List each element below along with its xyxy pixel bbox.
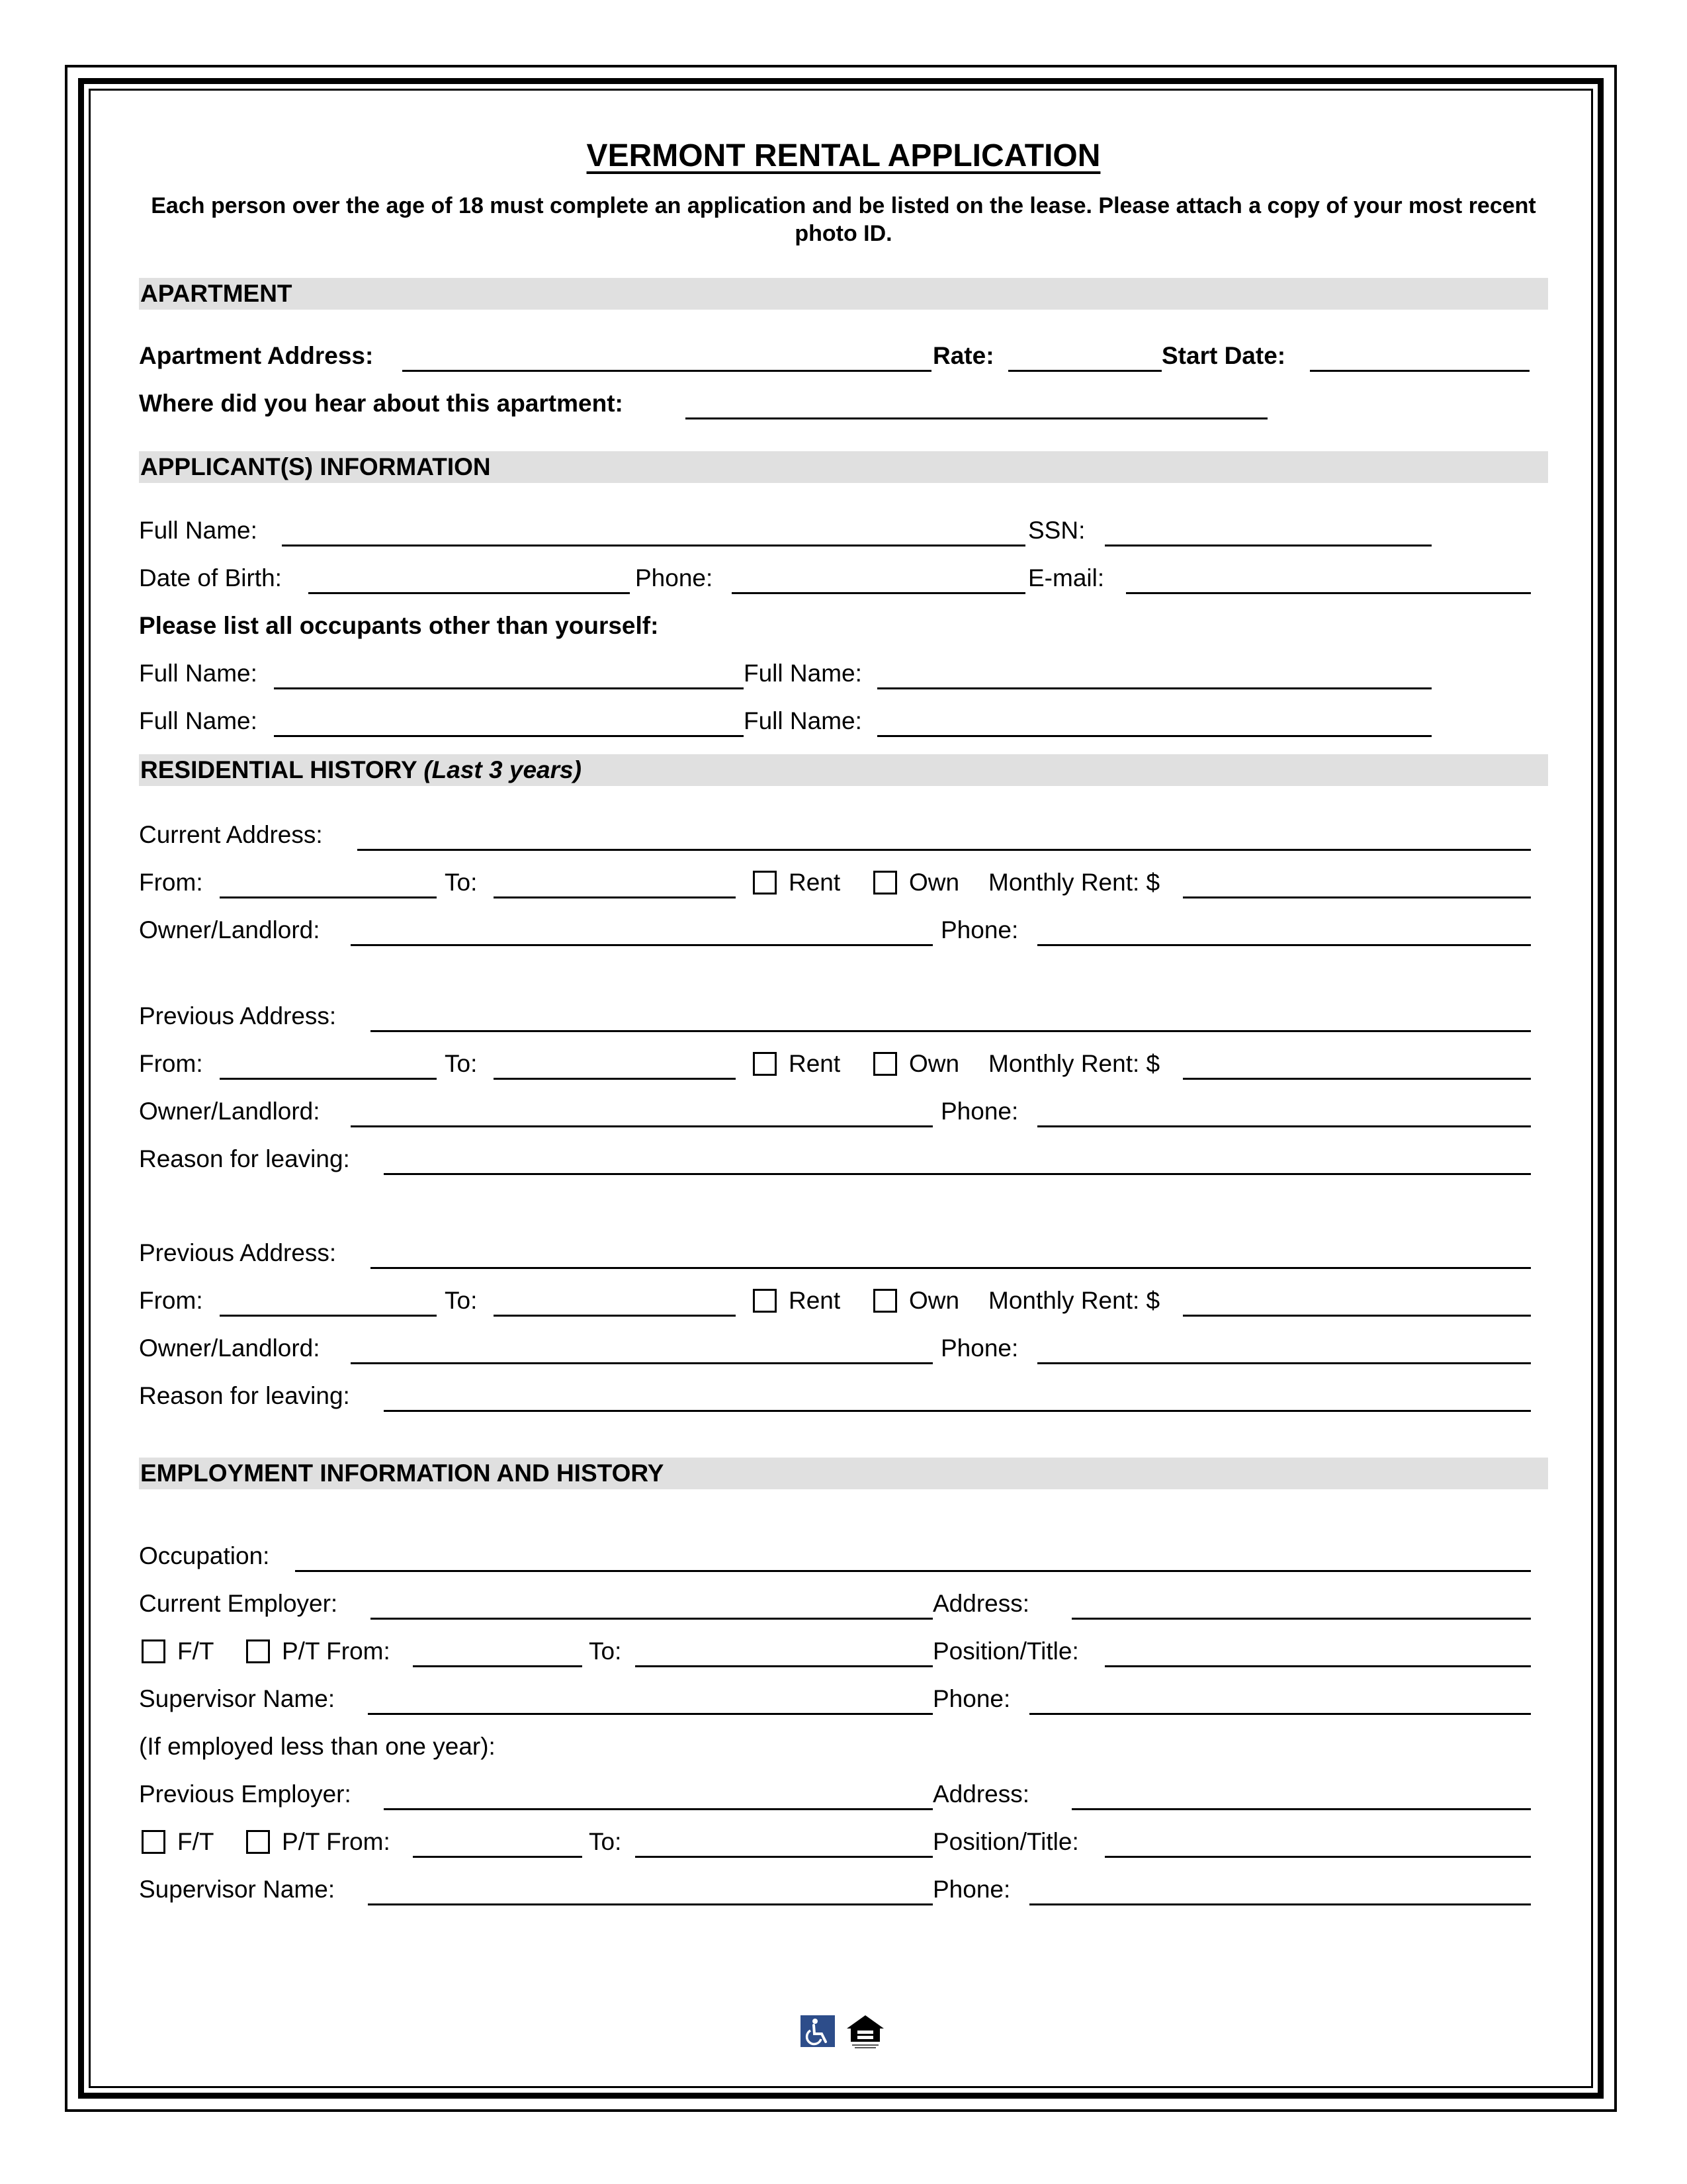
reason-label: Reason for leaving: — [139, 1145, 350, 1172]
current-employer-row — [139, 1583, 1548, 1622]
previous-supervisor-phone-field[interactable] — [1029, 1903, 1531, 1905]
previous-address-row-1 — [139, 995, 1548, 1035]
previous-owner-field-1[interactable] — [351, 1125, 933, 1127]
current-owner-field[interactable] — [351, 944, 933, 946]
previous-to-field-1[interactable] — [494, 1078, 736, 1080]
previous-address-field-2[interactable] — [370, 1267, 1531, 1269]
rate-label: Rate: — [933, 342, 994, 369]
reason-row-1 — [139, 1138, 1548, 1178]
full-name-label: Full Name: — [139, 517, 257, 544]
reason-row-2 — [139, 1375, 1548, 1415]
owner-phone-label: Phone: — [941, 1334, 1019, 1362]
less-than-year-row — [139, 1725, 1548, 1765]
current-owner-row — [139, 909, 1548, 949]
email-field[interactable] — [1126, 592, 1531, 594]
occupation-label: Occupation: — [139, 1542, 270, 1569]
current-employer-address-field[interactable] — [1072, 1618, 1531, 1620]
current-dates-row — [139, 861, 1548, 901]
previous-own-checkbox-2[interactable] — [873, 1289, 897, 1313]
ssn-label: SSN: — [1028, 517, 1086, 544]
previous-position-field[interactable] — [1105, 1856, 1531, 1858]
employer-address-label: Address: — [933, 1780, 1030, 1808]
previous-owner-field-2[interactable] — [351, 1362, 933, 1364]
occupant-name-label: Full Name: — [744, 707, 862, 734]
previous-employer-label: Previous Employer: — [139, 1780, 351, 1808]
apartment-row-1 — [139, 335, 1548, 374]
equal-housing-icon — [844, 2013, 887, 2050]
occupant-name-label: Full Name: — [744, 660, 862, 687]
section-apartment: APARTMENT — [139, 278, 1548, 310]
residential-title: RESIDENTIAL HISTORY — [140, 756, 417, 783]
accessibility-icon — [800, 2015, 835, 2047]
pt-from-label: P/T From: — [282, 1828, 390, 1855]
occupants-heading-row — [139, 605, 1548, 644]
own-label: Own — [909, 1050, 960, 1077]
current-address-label: Current Address: — [139, 821, 323, 848]
current-supervisor-row — [139, 1678, 1548, 1718]
ft-label: F/T — [177, 1828, 214, 1855]
apartment-address-label: Apartment Address: — [139, 342, 374, 369]
occupant-name-label: Full Name: — [139, 660, 257, 687]
previous-pt-checkbox[interactable] — [246, 1830, 270, 1854]
previous-rent-checkbox-1[interactable] — [753, 1052, 777, 1076]
supervisor-phone-label: Phone: — [933, 1685, 1011, 1712]
previous-owner-row-1 — [139, 1090, 1548, 1130]
apartment-row-2 — [139, 382, 1548, 422]
applicant-phone-label: Phone: — [635, 564, 713, 591]
current-owner-phone-field[interactable] — [1037, 944, 1531, 946]
previous-to-field-2[interactable] — [494, 1315, 736, 1317]
occupants-row-2 — [139, 700, 1548, 740]
from-label: From: — [139, 869, 203, 896]
owner-phone-label: Phone: — [941, 1098, 1019, 1125]
hear-about-field[interactable] — [685, 417, 1268, 419]
owner-label: Owner/Landlord: — [139, 1098, 320, 1125]
previous-supervisor-row — [139, 1868, 1548, 1908]
previous-employer-address-field[interactable] — [1072, 1808, 1531, 1810]
apartment-address-field[interactable] — [402, 370, 931, 372]
previous-employment-type-row — [139, 1821, 1548, 1860]
previous-from-field-1[interactable] — [220, 1078, 437, 1080]
employment-to-label: To: — [589, 1638, 622, 1665]
previous-ft-checkbox[interactable] — [142, 1830, 165, 1854]
reason-field-2[interactable] — [384, 1410, 1531, 1412]
current-supervisor-field[interactable] — [368, 1713, 933, 1715]
ft-label: F/T — [177, 1638, 214, 1665]
rate-field[interactable] — [1008, 370, 1162, 372]
supervisor-phone-label: Phone: — [933, 1876, 1011, 1903]
previous-dates-row-2 — [139, 1280, 1548, 1319]
previous-employment-from-field[interactable] — [413, 1856, 582, 1858]
owner-phone-label: Phone: — [941, 916, 1019, 943]
to-label: To: — [445, 1050, 478, 1077]
previous-monthly-rent-field-1[interactable] — [1183, 1078, 1531, 1080]
dob-field[interactable] — [308, 592, 630, 594]
current-own-checkbox[interactable] — [873, 871, 897, 895]
start-date-field[interactable] — [1310, 370, 1530, 372]
previous-monthly-rent-field-2[interactable] — [1183, 1315, 1531, 1317]
current-supervisor-phone-field[interactable] — [1029, 1713, 1531, 1715]
previous-address-label: Previous Address: — [139, 1239, 337, 1266]
current-employer-field[interactable] — [370, 1618, 933, 1620]
current-pt-checkbox[interactable] — [246, 1639, 270, 1663]
rent-label: Rent — [789, 1050, 841, 1077]
monthly-rent-label: Monthly Rent: $ — [988, 1050, 1160, 1077]
previous-dates-row-1 — [139, 1043, 1548, 1082]
current-employment-type-row — [139, 1630, 1548, 1670]
monthly-rent-label: Monthly Rent: $ — [988, 869, 1160, 896]
current-employment-from-field[interactable] — [413, 1665, 582, 1667]
occupant-name-label: Full Name: — [139, 707, 257, 734]
current-from-field[interactable] — [220, 896, 437, 898]
form-title: VERMONT RENTAL APPLICATION — [586, 138, 1101, 173]
previous-supervisor-field[interactable] — [368, 1903, 933, 1905]
start-date-label: Start Date: — [1162, 342, 1286, 369]
section-applicants: APPLICANT(S) INFORMATION — [139, 451, 1548, 483]
dob-label: Date of Birth: — [139, 564, 282, 591]
previous-owner-phone-field-1[interactable] — [1037, 1125, 1531, 1127]
current-position-field[interactable] — [1105, 1665, 1531, 1667]
occupant-name-field-1[interactable] — [274, 687, 744, 689]
to-label: To: — [445, 1287, 478, 1314]
previous-rent-checkbox-2[interactable] — [753, 1289, 777, 1313]
less-than-year-note: (If employed less than one year): — [139, 1733, 496, 1760]
occupant-name-field-3[interactable] — [274, 735, 744, 737]
occupant-name-field-4[interactable] — [877, 735, 1432, 737]
residential-note: (Last 3 years) — [423, 756, 582, 783]
section-residential — [139, 754, 1548, 786]
rent-label: Rent — [789, 1287, 841, 1314]
form-intro: Each person over the age of 18 must complete an application and be listed on the lease. Please attach a copy of your most recent photo ID. — [151, 193, 1536, 246]
previous-owner-phone-field-2[interactable] — [1037, 1362, 1531, 1364]
owner-label: Owner/Landlord: — [139, 916, 320, 943]
email-label: E-mail: — [1028, 564, 1105, 591]
reason-field-1[interactable] — [384, 1173, 1531, 1175]
employer-address-label: Address: — [933, 1590, 1030, 1617]
previous-address-field-1[interactable] — [370, 1030, 1531, 1032]
section-employment: EMPLOYMENT INFORMATION AND HISTORY — [139, 1458, 1548, 1489]
current-ft-checkbox[interactable] — [142, 1639, 165, 1663]
position-label: Position/Title: — [933, 1638, 1079, 1665]
from-label: From: — [139, 1287, 203, 1314]
occupants-label: Please list all occupants other than yourself: — [139, 612, 659, 639]
own-label: Own — [909, 1287, 960, 1314]
previous-employment-to-field[interactable] — [635, 1856, 933, 1858]
rent-label: Rent — [789, 869, 841, 896]
monthly-rent-label: Monthly Rent: $ — [988, 1287, 1160, 1314]
current-employer-label: Current Employer: — [139, 1590, 338, 1617]
reason-label: Reason for leaving: — [139, 1382, 350, 1409]
occupation-row — [139, 1535, 1548, 1575]
to-label: To: — [445, 869, 478, 896]
current-employment-to-field[interactable] — [635, 1665, 933, 1667]
applicant-row-1 — [139, 509, 1548, 549]
applicant-phone-field[interactable] — [732, 592, 1025, 594]
current-rent-checkbox[interactable] — [753, 871, 777, 895]
owner-label: Owner/Landlord: — [139, 1334, 320, 1362]
position-label: Position/Title: — [933, 1828, 1079, 1855]
occupant-name-field-2[interactable] — [877, 687, 1432, 689]
current-to-field[interactable] — [494, 896, 736, 898]
supervisor-label: Supervisor Name: — [139, 1876, 335, 1903]
supervisor-label: Supervisor Name: — [139, 1685, 335, 1712]
previous-employer-field[interactable] — [384, 1808, 933, 1810]
from-label: From: — [139, 1050, 203, 1077]
applicant-row-2 — [139, 557, 1548, 597]
full-name-field[interactable] — [282, 545, 1025, 546]
current-address-row — [139, 814, 1548, 853]
current-address-field[interactable] — [357, 849, 1531, 851]
occupation-field[interactable] — [295, 1570, 1531, 1572]
own-label: Own — [909, 869, 960, 896]
previous-address-row-2 — [139, 1232, 1548, 1272]
previous-owner-row-2 — [139, 1327, 1548, 1367]
footer-logos — [800, 2013, 887, 2050]
previous-own-checkbox-1[interactable] — [873, 1052, 897, 1076]
occupants-row-1 — [139, 652, 1548, 692]
previous-employer-row — [139, 1773, 1548, 1813]
previous-address-label: Previous Address: — [139, 1002, 337, 1029]
previous-from-field-2[interactable] — [220, 1315, 437, 1317]
pt-from-label: P/T From: — [282, 1638, 390, 1665]
hear-about-label: Where did you hear about this apartment: — [139, 390, 623, 417]
ssn-field[interactable] — [1105, 545, 1432, 546]
employment-to-label: To: — [589, 1828, 622, 1855]
current-monthly-rent-field[interactable] — [1183, 896, 1531, 898]
